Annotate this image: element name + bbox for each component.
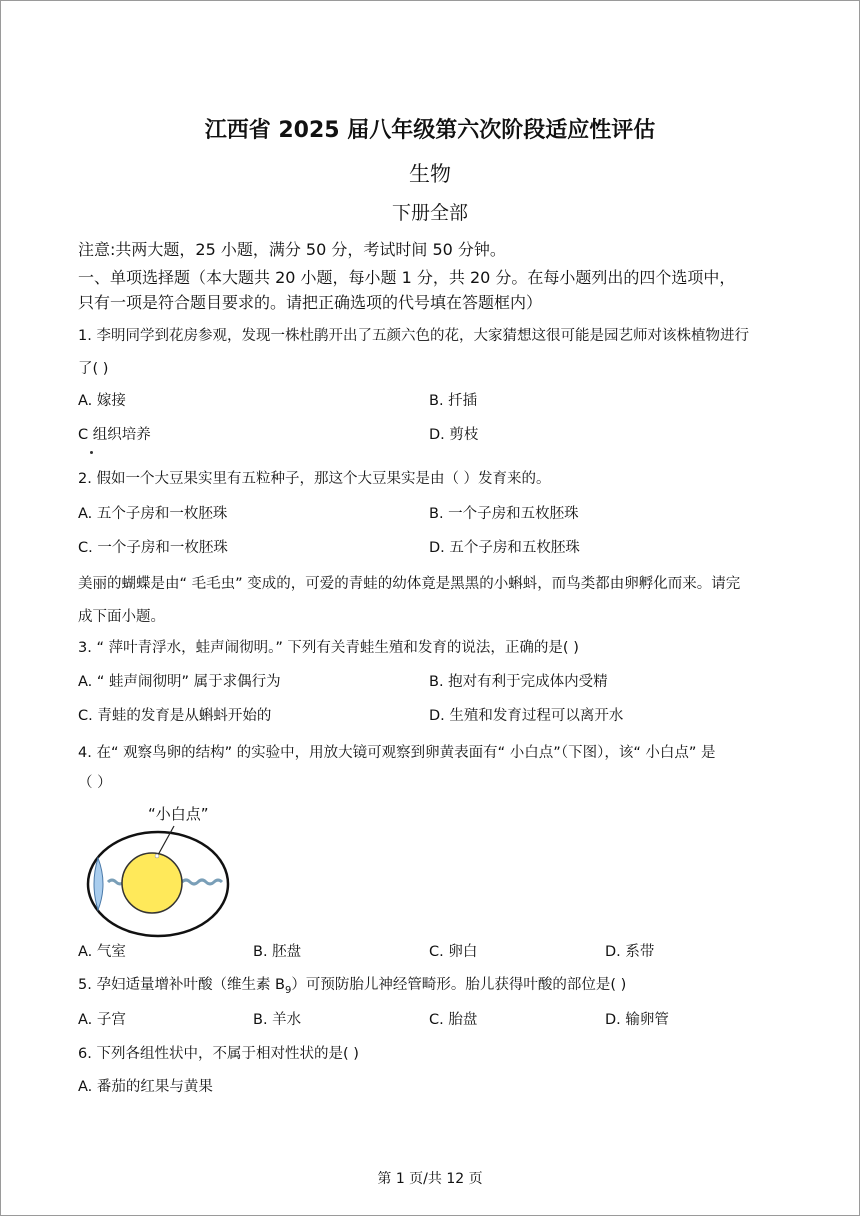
exam-scope: 下册全部 bbox=[391, 202, 468, 224]
question-5-option-d: D. 输卵管 bbox=[605, 1012, 669, 1028]
question-1-stem-cont: 了( ) bbox=[78, 361, 109, 377]
section-heading-line2: 只有一项是符合题目要求的。请把正确选项的代号填在答题框内） bbox=[78, 293, 543, 312]
question-6-stem: 6. 下列各组性状中，不属于相对性状的是( ) bbox=[78, 1046, 359, 1062]
question-1-option-c: C 组织培养 bbox=[78, 427, 151, 443]
exam-subject: 生物 bbox=[409, 162, 451, 186]
question-4-option-c: C. 卵白 bbox=[429, 944, 478, 960]
question-5-option-a: A. 子宫 bbox=[78, 1012, 126, 1028]
question-4-stem: 4. 在“ 观察鸟卵的结构” 的实验中，用放大镜可观察到卵黄表面有“ 小白点”（下图），该“ 小白点” 是 bbox=[78, 745, 716, 761]
question-5-option-b: B. 羊水 bbox=[253, 1012, 302, 1028]
question-2-option-b: B. 一个子房和五枚胚珠 bbox=[429, 506, 579, 522]
question-3-option-b: B. 抱对有利于完成体内受精 bbox=[429, 674, 608, 690]
yolk bbox=[122, 853, 182, 913]
question-3-option-d: D. 生殖和发育过程可以离开水 bbox=[429, 708, 624, 724]
question-2-stem: 2. 假如一个大豆果实里有五粒种子，那这个大豆果实是由（ ）发育来的。 bbox=[78, 471, 551, 487]
question-4-option-b: B. 胚盘 bbox=[253, 944, 302, 960]
question-1-option-d: D. 剪枝 bbox=[429, 427, 479, 443]
question-1-option-b: B. 扦插 bbox=[429, 393, 478, 409]
question-3-stem: 3. “ 萍叶青浮水，蛙声闹彻明。” 下列有关青蛙生殖和发育的说法，正确的是( ) bbox=[78, 640, 579, 656]
question-2-option-d: D. 五个子房和五枚胚珠 bbox=[429, 540, 580, 556]
question-5-option-c: C. 胎盘 bbox=[429, 1012, 478, 1028]
question-5-subscript: 9 bbox=[285, 984, 292, 996]
stray-dot bbox=[90, 451, 93, 454]
section-heading-line1: 一、单项选择题（本大题共 20 小题，每小题 1 分，共 20 分。在每小题列出的四个选项中， bbox=[78, 268, 736, 287]
question-6-option-a: A. 番茄的红果与黄果 bbox=[78, 1079, 213, 1095]
page-footer: 第 1 页/共 12 页 bbox=[377, 1171, 483, 1187]
exam-note: 注意:共两大题，25 小题，满分 50 分，考试时间 50 分钟。 bbox=[78, 240, 506, 259]
question-4-option-a: A. 气室 bbox=[78, 944, 126, 960]
bird-egg-figure bbox=[86, 800, 236, 940]
question-2-option-c: C. 一个子房和一枚胚珠 bbox=[78, 540, 228, 556]
question-2-option-a: A. 五个子房和一枚胚珠 bbox=[78, 506, 228, 522]
figure-label: “小白点” bbox=[148, 805, 209, 823]
germinal-disc bbox=[155, 854, 159, 858]
exam-title: 江西省 2025 届八年级第六次阶段适应性评估 bbox=[204, 118, 656, 143]
question-5-stem bbox=[78, 977, 626, 997]
question-4-stem-cont: （ ） bbox=[78, 775, 112, 791]
question-1-option-a: A. 嫁接 bbox=[78, 393, 126, 409]
question-5-stem-b: ）可预防胎儿神经管畸形。胎儿获得叶酸的部位是( ) bbox=[291, 977, 627, 993]
question-4-option-d: D. 系带 bbox=[605, 944, 655, 960]
passage-line1: 美丽的蝴蝶是由“ 毛毛虫” 变成的，可爱的青蛙的幼体竟是黑黑的小蝌蚪，而鸟类都由卵孵化而来。请完 bbox=[78, 576, 741, 592]
passage-line2: 成下面小题。 bbox=[78, 609, 165, 625]
question-5-stem-a: 5. 孕妇适量增补叶酸（维生素 B bbox=[78, 977, 285, 993]
question-3-option-c: C. 青蛙的发育是从蝌蚪开始的 bbox=[78, 708, 272, 724]
question-3-option-a: A. “ 蛙声闹彻明” 属于求偶行为 bbox=[78, 674, 281, 690]
question-1-stem: 1. 李明同学到花房参观，发现一株杜鹃开出了五颜六色的花，大家猜想这很可能是园艺师对该株植物进行 bbox=[78, 328, 749, 344]
